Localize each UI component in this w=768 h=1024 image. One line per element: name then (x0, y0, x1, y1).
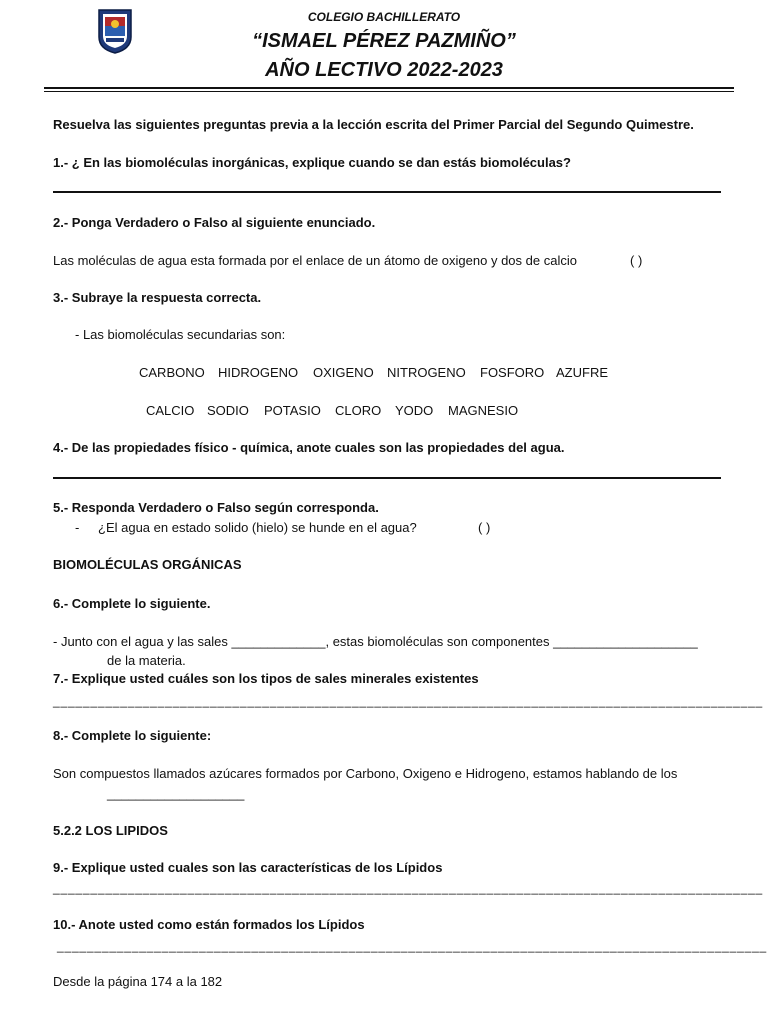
school-type: COLEGIO BACHILLERATO (307, 10, 461, 24)
answer-line-9[interactable]: _______________________________________________________________________________________________ (53, 881, 764, 895)
question-8-statement: Son compuestos llamados azúcares formados por Carbono, Oxigeno e Hidrogeno, estamos hablando de los (53, 766, 678, 781)
answer-line-4[interactable] (53, 477, 721, 479)
school-name: “ISMAEL PÉREZ PAZMIÑO” (252, 30, 516, 52)
option-potasio[interactable]: POTASIO (264, 403, 321, 418)
question-1: 1.- ¿ En las biomoléculas inorgánicas, explique cuando se dan estás biomoléculas? (53, 155, 571, 170)
section-heading-organic: BIOMOLÉCULAS ORGÁNICAS (53, 557, 242, 572)
question-9: 9.- Explique usted cuales son las características de los Lípidos (53, 860, 443, 875)
section-heading-lipids: 5.2.2 LOS LIPIDOS (53, 823, 168, 838)
answer-line-7[interactable]: _______________________________________________________________________________________________ (53, 694, 764, 708)
question-6-continuation: de la materia. (107, 653, 186, 668)
option-carbono[interactable]: CARBONO (139, 365, 205, 380)
question-10: 10.- Anote usted como están formados los Lípidos (53, 917, 365, 932)
option-oxigeno[interactable]: OXIGENO (313, 365, 374, 380)
option-sodio[interactable]: SODIO (207, 403, 249, 418)
question-5-statement: ¿El agua en estado solido (hielo) se hunde en el agua? (98, 520, 417, 535)
school-year: AÑO LECTIVO 2022-2023 (265, 59, 503, 81)
question-8: 8.- Complete lo siguiente: (53, 728, 212, 743)
option-cloro[interactable]: CLORO (335, 403, 382, 418)
true-false-blank-5[interactable]: ( ) (478, 520, 491, 535)
question-3: 3.- Subraye la respuesta correcta. (53, 290, 262, 305)
question-2-statement: Las moléculas de agua esta formada por el enlace de un átomo de oxigeno y dos de calcio (53, 253, 577, 268)
header-divider (44, 87, 734, 89)
question-2: 2.- Ponga Verdadero o Falso al siguiente enunciado. (53, 215, 376, 230)
option-magnesio[interactable]: MAGNESIO (448, 403, 519, 418)
bullet-dash: - (75, 520, 80, 535)
answer-line-10[interactable]: _______________________________________________________________________________________________ (57, 939, 768, 953)
option-yodo[interactable]: YODO (395, 403, 434, 418)
option-hidrogeno[interactable]: HIDROGENO (218, 365, 299, 380)
option-nitrogeno[interactable]: NITROGENO (387, 365, 466, 380)
question-8-blank[interactable]: ___________________ (107, 786, 245, 801)
question-4: 4.- De las propiedades físico - química, anote cuales son las propiedades del agua. (53, 440, 565, 455)
answer-line-1[interactable] (53, 191, 721, 193)
option-azufre[interactable]: AZUFRE (556, 365, 608, 380)
true-false-blank-2[interactable]: ( ) (630, 253, 643, 268)
instructions: Resuelva las siguientes preguntas previa a la lección escrita del Primer Parcial del Segundo Quimestre. (53, 117, 694, 132)
option-fosforo[interactable]: FOSFORO (480, 365, 545, 380)
option-calcio[interactable]: CALCIO (146, 403, 195, 418)
question-5: 5.- Responda Verdadero o Falso según corresponda. (53, 500, 379, 515)
question-6: 6.- Complete lo siguiente. (53, 596, 211, 611)
header-divider-thin (44, 91, 734, 92)
page-reference: Desde la página 174 a la 182 (53, 974, 223, 989)
question-6-fill-line[interactable]: - Junto con el agua y las sales _____________, estas biomoléculas son componentes ____________________ (53, 634, 698, 649)
question-3-prompt: - Las biomoléculas secundarias son: (75, 327, 286, 342)
question-7: 7.- Explique usted cuáles son los tipos de sales minerales existentes (53, 671, 479, 686)
